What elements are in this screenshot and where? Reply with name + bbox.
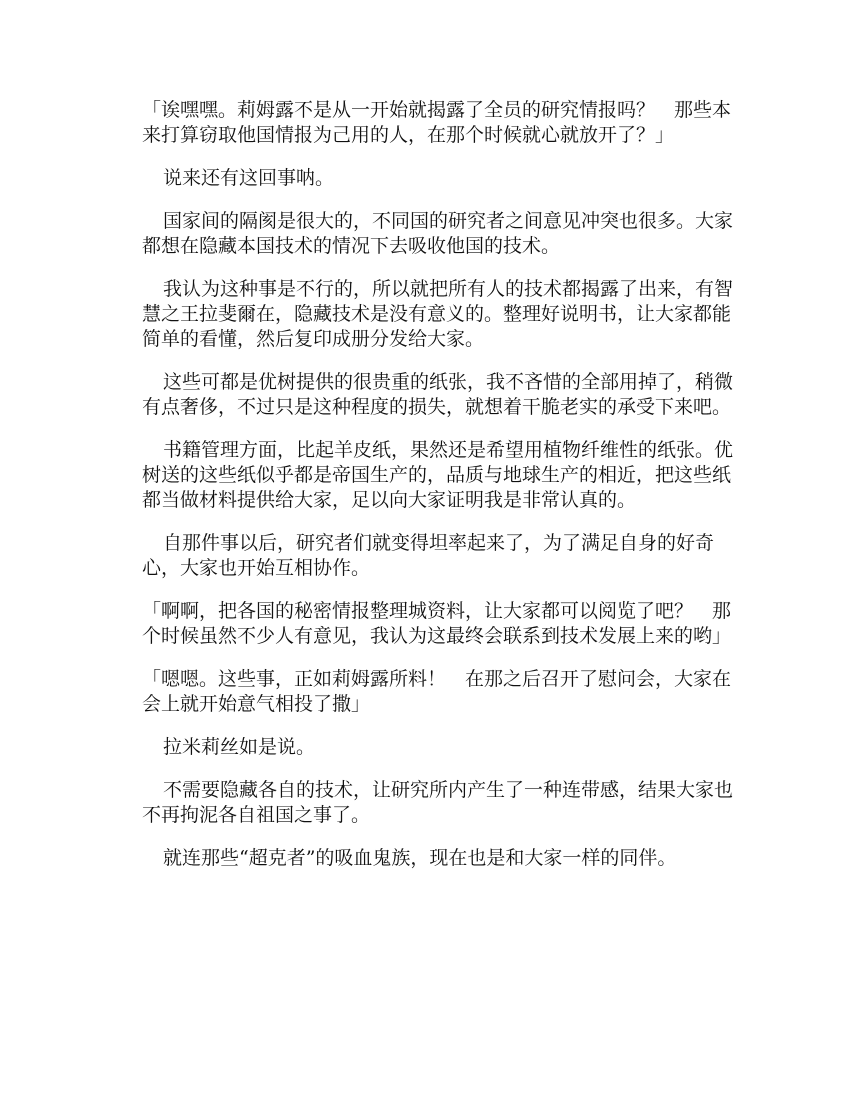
- paragraph: 不需要隐藏各自的技术，让研究所内产生了一种连带感，结果大家也不再拘泥各自祖国之事了。: [142, 779, 734, 826]
- document-page: [142, 98, 746, 889]
- paragraph: 我认为这种事是不行的，所以就把所有人的技术都揭露了出来，有智慧之王拉斐爾在，隐藏技术是没有意义的。整理好说明书，让大家都能简单的看懂，然后复印成册分发给大家。: [142, 278, 734, 350]
- paragraph: 国家间的隔阂是很大的，不同国的研究者之间意见冲突也很多。大家都想在隐藏本国技术的情况下去吸收他国的技术。: [142, 210, 734, 257]
- paragraph: 「啊啊，把各国的秘密情报整理城资料，让大家都可以阅览了吧？ 那个时候虽然不少人有意见，我认为这最终会联系到技术发展上来的哟」: [142, 600, 732, 647]
- paragraph: 自那件事以后，研究者们就变得坦率起来了，为了满足自身的好奇心，大家也开始互相协作。: [142, 532, 715, 579]
- paragraph: 拉米莉丝如是说。: [163, 736, 316, 758]
- paragraph: 「嗯嗯。这些事，正如莉姆露所料！ 在那之后召开了慰问会，大家在会上就开始意气相投了撒」: [142, 668, 732, 715]
- paragraph: 这些可都是优树提供的很贵重的纸张，我不吝惜的全部用掉了，稍微有点奢侈，不过只是这种程度的损失，就想着干脆老实的承受下来吧。: [142, 371, 734, 418]
- paragraph: 就连那些“超克者”的吸血鬼族，现在也是和大家一样的同伴。: [163, 847, 677, 869]
- paragraph: 说来还有这回事呐。: [163, 167, 335, 189]
- paragraph: 书籍管理方面，比起羊皮纸，果然还是希望用植物纤维性的纸张。优树送的这些纸似乎都是帝国生产的，品质与地球生产的相近，把这些纸都当做材料提供给大家，足以向大家证明我是非常认真的。: [142, 439, 734, 511]
- paragraph: 「诶嘿嘿。莉姆露不是从一开始就揭露了全员的研究情报吗？ 那些本来打算窃取他国情报为己用的人，在那个时候就心就放开了？」: [142, 99, 732, 146]
